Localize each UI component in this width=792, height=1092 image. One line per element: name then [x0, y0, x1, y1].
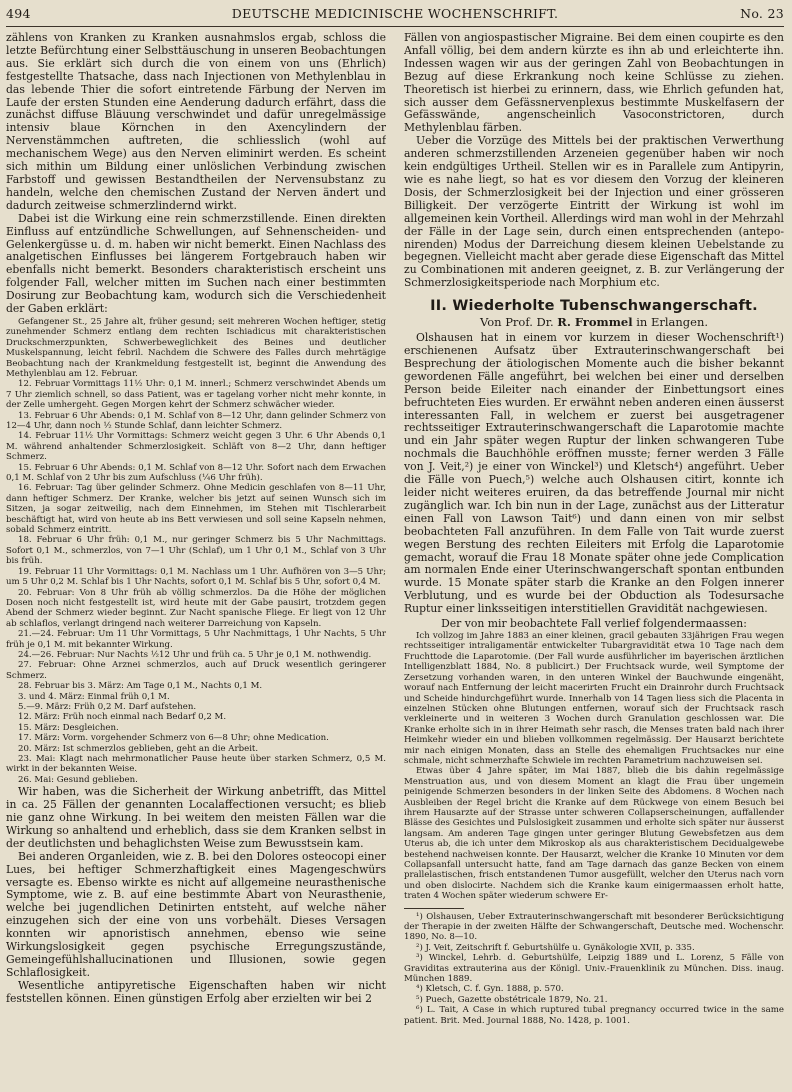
case-report-entry: 26. Mai: Gesund geblieben.: [18, 774, 138, 785]
article-title: II. Wiederholte Tubenschwangerschaft.: [430, 298, 758, 315]
case-report-entry: 28. Februar bis 3. März: Am Tage 0,1 M., Nachts 0,1 M.: [18, 681, 263, 692]
case-report-entry: 21.—24. Februar: Um 11 Uhr Vormittags, 5 Uhr Nachmittags, 1 Uhr Nachts, 5 Uhr früh je 0,1 M. mit bekannter Wirkung.: [6, 629, 386, 650]
body-paragraph: Wesentliche antipyretische Eigenschaften haben wir nicht feststellen können. Einen günstigen Erfolg aber erzielten wir bei 2: [6, 978, 386, 1005]
footnote: ⁴) Kletsch, C. f. Gyn. 1888, p. 570.: [416, 984, 564, 995]
case-report-entry: 3. und 4. März: Einmal früh 0,1 M.: [18, 691, 170, 702]
body-paragraph: Wir haben, was die Sicherheit der Wirkung anbetrifft, das Mittel in ca. 25 Fällen der genannten Localaffectionen versucht; es blieb nie ganz ohne Wirkung. In bei weitem den meisten Fällen war die Wirkung so anhaltend und erheblich, dass sie dem Kranken selbst in der deutlichsten und behaglichsten Weise zum Bewusstsein kam.: [6, 785, 386, 850]
footnotes: [404, 912, 784, 1026]
case-heading: Der von mir beobachtete Fall verlief folgendermaassen:: [441, 617, 747, 631]
case-report: [6, 317, 386, 785]
case-paragraph: Ich vollzog im Jahre 1883 an einer kleinen, gracil gebauten 33jährigen Frau wegen rechtsseitiger intraligamentär entwickelter Tubargravidität etwa 10 Tage nach dem Fruchttode die Laparotomie. (Der Fall wurde ausführlicher im bayerischen ärztlichen Intelligenzblatt 1884, No. 8 publicirt.) Der Fruchtsack wurde, weil Symptome der Zersetzung vorhanden waren, in den unteren Winkel der Bauchwunde eingenäht, worauf nach Entfernung der leicht macerirten Frucht ein Drainrohr durch Fruchtsack und Scheide hindurchgeführt wurde. Innerhalb von 14 Tagen liess sich die Placenta in einzelnen Stücken ohne Blutungen entfernen, worauf sich der Fruchtsack rasch verkleinerte und in weiteren 3 Wochen durch Granulation geschlossen war. Die Kranke erholte sich in in ihrer Heimath sehr rasch, die Menses traten bald nach ihrer Heimkehr wieder ein und blieben vollkommen regelmässig. Der Hausarzt berichtete mir nach einigen Monaten, dass an Stelle des ehemaligen Fruchtsackes nur eine schmale, nicht schmerzhafte Schwiele im rechten Parametrium nachzuweisen sei.: [404, 631, 784, 766]
body-paragraph: Fällen von angiospastischer Migraine. Bei dem einen coupirte es den Anfall völlig, bei dem andern kürzte es ihn ab und erleichterte ihn. Indessen wagen wir aus der geringen Zahl von Beobachtungen in Bezug auf diese Erkrankung noch keine Schlüsse zu ziehen. Theoretisch ist hierbei zu erinnern, dass, wie Ehrlich gefunden hat, sich ausser dem Gefässnervenplexus bestimmte Muskelfasern der Gefässwände, angenscheinlich Vasoconstrictoren, durch Methylenblau färben.: [404, 32, 784, 135]
journal-title: DEUTSCHE MEDICINISCHE WOCHENSCHRIFT.: [231, 6, 559, 21]
left-column: [6, 32, 386, 1090]
case-report-entry: 18. Februar 6 Uhr früh: 0,1 M., nur geringer Schmerz bis 5 Uhr Nachmittags. Sofort 0,1 M., schmerzlos, von 7—1 Uhr (Schlaf), um 1 Uhr 0,1 M., Schlaf von 3 Uhr bis früh.: [6, 535, 386, 567]
article-byline: [404, 315, 784, 329]
body-paragraph: Dabei ist die Wirkung eine rein schmerzstillende. Einen direkten Einfluss auf entzündliche Schwellungen, auf Sehnenscheiden- und Gelenkergüsse u. d. m. haben wir nicht bemerkt. Einen Nachlass des analgetischen Einflusses bei längerem Fortgebrauch haben wir ebenfalls nicht bemerkt. Besonders charakteristisch erscheint uns folgender Fall, welcher mitten im Suchen nach einer bestimmten Dosirung zur Beobachtung kam, wodurch sich die Verschiedenheit der Gaben erklärt:: [6, 211, 386, 316]
footnote: ⁵) Puech, Gazette obstétricale 1879, No. 21.: [416, 994, 608, 1005]
case-report-entry: 19. Februar 11 Uhr Vormittags: 0,1 M. Nachlass um 1 Uhr. Aufhören von 3—5 Uhr; um 5 Uhr 0,2 M. Schlaf bis 1 Uhr Nachts, sofort 0,1 M. Schlaf bis 5 Uhr, sofort 0,4 M.: [6, 566, 386, 588]
footnote: ³) Winckel, Lehrb. d. Geburtshülfe, Leipzig 1889 und L. Lorenz, 5 Fälle von Graviditas extrauterina aus der Königl. Univ.-Frauenklinik zu München. Diss. inaug. München 1889.: [404, 953, 784, 985]
page-header: [6, 2, 784, 27]
issue-number: No. 23: [740, 6, 784, 21]
footnote: ²) J. Veit, Zeitschrift f. Geburtshülfe u. Gynäkologie XVII, p. 335.: [416, 942, 695, 953]
case-paragraph: Etwas über 4 Jahre später, im Mai 1887, blieb die bis dahin regelmässige Menstruation aus, und von diesem Moment an klagt die Frau über ungemein peinigende Schmerzen besonders in der linken Seite des Abdomens. 8 Wochen nach Ausbleiben der Regel bricht die Kranke auf dem Rückwege von einem Besuch bei ihrem Hausarzte auf der Strasse unter schweren Collapserscheinungen, auffallender Blässe des Gesichtes und Pulslosigkeit zusammen und erholte sich später nur äusserst langsam. Am anderen Tage gingen unter geringer Blutung Gewebsfetzen aus dem Uterus ab, die ich unter dem Mikroskop als aus charakteristischem Decidualgewebe bestehend nachweisen konnte. Der Hausarzt, welcher die Kranke 10 Minuten vor dem Collapsanfall untersucht hatte, fand am Tage darnach das ganze Becken von einem prallelastischen, frisch entstandenen Tumor ausgefüllt, welcher den Uterus nach vorn und oben dislocirte. Nachdem sich die Kranke kaum einigermaassen erholt hatte, traten 4 Wochen später wiederum schwere Er-: [404, 766, 784, 902]
case-report-entry: Gefangener St., 25 Jahre alt, früher gesund; seit mehreren Wochen heftiger, stetig zunehmender Schmerz entlang dem rechten Ischiadicus mit charakteristischen Druckschmerzpunkten, Schwerbeweglichkeit des Beines und deutlicher Muskelspannung, leicht febril. Nachdem die Schwere des Falles durch mehrtägige Beobachtung nach der Krankmeldung festgestellt ist, beginnt die Anwendung des Methylenblau am 12. Februar.: [6, 316, 386, 379]
body-paragraph: Bei anderen Organleiden, wie z. B. bei den Dolores osteocopi einer Lues, bei heftiger Schmerzhaftigkeit eines Magengeschwürs versagte es. Ebenso wirkte es nicht auf allgemeine neurasthenische Symptome, wie z. B. auf eine bestimmte Abart von Neurasthenie, welche bei jugendlichen Detinirten entsteht, auf welche näher einzugehen sich der eine von uns vorbehält. Dieses Versagen konnten wir apnoristisch annehmen, ebenso wie seine Wirkungslosigkeit gegen psychische Erregungszustände, Gemeingefühlshallucinationen und Illusionen, sowie gegen Schlaflosigkeit.: [6, 849, 386, 979]
case-report-entry: 15. März: Desgleichen.: [18, 722, 119, 733]
case-report-entry: 27. Februar: Ohne Arznei schmerzlos, auch auf Druck wesentlich geringerer Schmerz.: [6, 660, 386, 681]
footnote-divider: [404, 908, 464, 909]
case-report-entry: 17. März: Vorm. vorgehender Schmerz von 6—8 Uhr; ohne Medication.: [18, 733, 329, 744]
body-paragraph: Olshausen hat in einem vor kurzem in dieser Wochenschrift¹) erschienenen Aufsatz über Extrauterinschwangerschaft bei Besprechung der ätiologischen Momente auch die bisher bekannt gewordenen Fälle angeführt, bei welchen bei einer und derselben Person beide Eileiter nach einander der Einbettungsort eines befruchteten Eies wurden. Er erwähnt neben anderen einen äusserst interessanten Fall, in welchem er zuerst bei ausgetragener rechtsseitiger Extrauterinschwangerschaft die Laparotomie machte und ein Jahr später wegen Ruptur der linken schwangeren Tube nochmals die Bauchhöhle eröffnen musste; ferner werden 3 Fälle von J. Veit,²) je einer von Winckel³) und Kletsch⁴) angeführt. Ueber die Fälle von Puech,⁵) welche auch Olshausen citirt, konnte ich leider nicht weiteres eruiren, da das betreffende Journal mir nicht zugänglich war. Ich bin nun in der Lage, zunächst aus der Litteratur einen Fall von Lawson Tait⁶) und dann einen von mir selbst beobachteten Fall anzuführen. In dem Falle von Tait wurde zuerst wegen Berstung des rechten Eileiters mit Erfolg die Laparotomie gemacht, worauf die Frau 18 Monate später ohne jede Complication am normalen Ende einer Uterinschwangerschaft spontan entbunden wurde. 15 Monate später starb die Kranke an den Folgen innerer Verblutung, und es wurde bei der Obduction als Todesursache Ruptur einer linksseitigen interstitiellen Gravidität nachgewiesen.: [404, 331, 784, 616]
case-report-entry: 24.—26. Februar: Nur Nachts ½12 Uhr und früh ca. 5 Uhr je 0,1 M. nothwendig.: [18, 649, 372, 660]
case-report-entry: 14. Februar 11½ Uhr Vormittags: Schmerz weicht gegen 3 Uhr. 6 Uhr Abends 0,1 M. während anhaltender Schmerzlosigkeit. Schläft von 8—2 Uhr, dann heftiger Schmerz.: [6, 431, 386, 463]
case-report-entry: 15. Februar 6 Uhr Abends: 0,1 M. Schlaf von 8—12 Uhr. Sofort nach dem Erwachen 0,1 M. Schlaf von 2 Uhr bis zum Aufschluss (¼6 Uhr früh).: [6, 462, 386, 484]
case-report-entry: 12. März: Früh noch einmal nach Bedarf 0,2 M.: [18, 712, 227, 723]
case-report-entry: 5.—9. März: Früh 0,2 M. Darf aufstehen.: [18, 701, 197, 712]
case-report-entry: 23. Mai: Klagt nach mehrmonatlicher Pause heute über starken Schmerz, 0,5 M. wirkt in der bekannten Weise.: [6, 754, 386, 775]
byline-place: in Erlangen.: [636, 315, 709, 330]
case-report-entry: 13. Februar 6 Uhr Abends: 0,1 M. Schlaf von 8—12 Uhr, dann gelinder Schmerz von 12—4 Uhr, dann noch ½ Stunde Schlaf, dann leichter Schmerz.: [6, 410, 386, 431]
case-report-entry: 20. März: Ist schmerzlos geblieben, geht an die Arbeit.: [18, 743, 259, 754]
right-column: [404, 32, 784, 1090]
byline-prefix: Von Prof. Dr.: [479, 315, 554, 330]
page-number: 494: [6, 6, 31, 21]
case-report-entry: 16. Februar: Tag über gelinder Schmerz. Ohne Medicin geschlafen von 8—11 Uhr, dann heftiger Schmerz. Der Kranke, welcher bis jetzt auf seinen Wunsch sich im Sitzen, ja sogar zeitweilig, nach dem Einnehmen, im Stehen mit Tischlerarbeit beschäftigt hat, wird von heute ab ins Bett verwiesen und soll seine Kapseln nehmen, sobald Schmerz eintritt.: [6, 483, 386, 536]
case-report-entry: 20. Februar: Von 8 Uhr früh ab völlig schmerzlos. Da die Höhe der möglichen Dosen noch nicht festgestellt ist, wird heute mit der Gabe pausirt, trotzdem gegen Abend der Schmerz wieder beginnt. Zur Nacht spanische Fliege. Er liegt von 12 Uhr ab schlaflos, verlangt dringend nach weiterer Darreichung von Kapseln.: [6, 587, 386, 629]
body-paragraph: Ueber die Vorzüge des Mittels bei der praktischen Verwerthung anderen schmerzstillenden Arzeneien gegenüber haben wir noch kein endgültiges Urtheil. Stellen wir es in Parallele zum Antipyrin, wie es nahe liegt, so hat es vor diesem den Vorzug der kleineren Dosis, der Schmerzlosigkeit bei der Injection und einer grösseren Billigkeit. Der verzögerte Eintritt der Wirkung ist wohl im allgemeinen kein Vortheil. Allerdings wird man wohl in der Mehrzahl der Fälle in der Lage sein, durch einen entsprechenden (antepo-nirenden) Modus der Darreichung diesem kleinen Uebelstande zu begegnen. Vielleicht macht aber gerade diese Eigenschaft das Mittel zu Combinationen mit anderen geeignet, z. B. zur Verlängerung der Schmerzlosigkeitsperiode nach Morphium etc.: [404, 134, 784, 290]
footnote: ¹) Olshausen, Ueber Extrauterinschwangerschaft mit besonderer Berücksichtigung der Therapie in der zweiten Hälfte der Schwangerschaft, Deutsche med. Wochenschr. 1890, No. 8—10.: [404, 911, 784, 943]
case-report-entry: 12. Februar Vormittags 11½ Uhr: 0,1 M. innerl.; Schmerz verschwindet Abends um 7 Uhr ziemlich schnell, so dass Patient, was er tagelang vorher nicht mehr konnte, in der Zelle umhergeht. Gegen Morgen kehrt der Schmerz schwächer wieder.: [6, 379, 386, 411]
body-paragraph: zählens von Kranken zu Kranken ausnahmslos ergab, schloss die letzte Befürchtung einer Selbsttäuschung in unseren Beobachtungen aus. Sie erklärt sich durch die von einem von uns (Ehrlich) festgestellte Thatsache, dass nach Injectionen von Methylenblau in das lebende Thier die sofort eintretende Färbung der Nerven im Laufe der ersten Stunden eine Aenderung dadurch erfährt, dass die zunächst diffuse Bläuung verschwindet und dafür unregelmässige intensiv blaue Körnchen in den Axencylindern der Nervenstämmchen auftreten, die schliesslich (wohl auf mechanischem Wege) aus den Nerven eliminirt werden. Es scheint sich mithin um Bildung einer unlöslichen Verbindung zwischen Farbstoff und gewissen Bestandtheilen der Nervensubstanz zu handeln, welche den chemischen Zustand der Nerven ändert und dadurch zeitweise schmerzlindernd wirkt.: [6, 32, 386, 212]
footnote: ⁶) L. Tait, A Case in which ruptured tubal pregnancy occurred twice in the same patient. Brit. Med. Journal 1888, No. 1428, p. 1001.: [404, 1005, 784, 1026]
byline-author: R. Frommel: [557, 315, 633, 330]
